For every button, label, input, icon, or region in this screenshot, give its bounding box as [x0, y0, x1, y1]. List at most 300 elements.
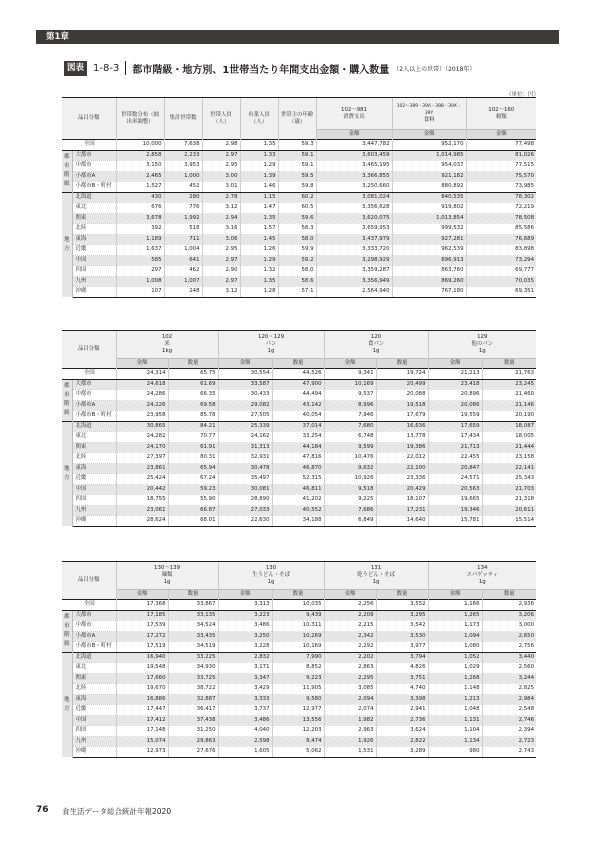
- group-unit: 1g: [267, 348, 275, 354]
- table-cell: 711: [164, 234, 202, 245]
- table-cell: 919,802: [392, 203, 466, 214]
- table-cell: 392: [116, 224, 164, 235]
- table-cell: 27,676: [168, 747, 218, 758]
- table-cell: 15,514: [482, 516, 536, 527]
- table-cell: 1,268: [428, 673, 482, 684]
- table-cell: 954,037: [392, 161, 466, 172]
- table-cell: 2,825: [482, 684, 536, 695]
- table-cell: 44,184: [272, 442, 324, 453]
- table-cell: 3,794: [376, 652, 428, 663]
- table-cell: 18,755: [116, 495, 168, 506]
- table-cell: 1,013,854: [392, 213, 466, 224]
- subheader-amount: 金額: [428, 359, 482, 369]
- figure-badge: 図表: [64, 61, 87, 76]
- table-cell: 20,563: [428, 484, 482, 495]
- table-cell: 66.35: [168, 390, 218, 401]
- table-cell: 18,005: [482, 432, 536, 443]
- unit-label: （単位：円）: [505, 92, 539, 98]
- group-code: 131: [370, 565, 382, 571]
- table-cell: 59.3: [278, 140, 316, 151]
- table-cell: 30,865: [116, 421, 168, 432]
- row-label: 北海道: [72, 192, 116, 203]
- subheader-amount: 金額: [116, 359, 168, 369]
- table-cell: 76,689: [466, 234, 536, 245]
- table-cell: 1.29: [240, 161, 278, 172]
- table-row: [62, 642, 536, 653]
- table-row: [62, 663, 536, 674]
- table-cell: 20,429: [376, 484, 428, 495]
- table-cell: 3,542: [376, 621, 428, 632]
- table-cell: 14,640: [376, 516, 428, 527]
- table-cell: 59.23: [168, 484, 218, 495]
- header-sample: 集計世帯数: [164, 98, 202, 140]
- table-cell: 1,605: [218, 747, 272, 758]
- table-cell: 23,336: [376, 474, 428, 485]
- table-cell: 2,465: [116, 171, 164, 182]
- table-cell: 52,315: [272, 474, 324, 485]
- table-cell: 3,289: [376, 747, 428, 758]
- table-row: [62, 245, 536, 256]
- table-cell: 462: [164, 266, 202, 277]
- group-unit: 1g: [372, 348, 380, 354]
- table-cell: 33,135: [168, 610, 218, 621]
- table-cell: 57.1: [278, 287, 316, 298]
- table-cell: 21,460: [482, 390, 536, 401]
- table-cell: 1.32: [240, 266, 278, 277]
- table-cell: 999,532: [392, 224, 466, 235]
- table-cell: 16,886: [116, 694, 168, 705]
- table-cell: 3,603,459: [316, 150, 392, 161]
- table-cell: 85.78: [168, 411, 218, 422]
- header-group-1: [116, 562, 218, 590]
- table-cell: 840,535: [392, 192, 466, 203]
- table-cell: 17,434: [428, 432, 482, 443]
- table-cell: 1.28: [240, 287, 278, 298]
- table-cell: 1,048: [428, 705, 482, 716]
- table-cell: 27,397: [116, 453, 168, 464]
- table-cell: 4,040: [218, 726, 272, 737]
- table-cell: 2,074: [324, 705, 376, 716]
- table-cell: 59.9: [278, 245, 316, 256]
- group-code: 120: [370, 334, 382, 340]
- table-cell: 1.35: [240, 140, 278, 151]
- table-cell: 952,170: [392, 140, 466, 151]
- table-cell: 18,087: [482, 421, 536, 432]
- row-label: 中国: [72, 484, 116, 495]
- table-cell: 3,250,660: [316, 182, 392, 193]
- header-item-category: 品目分類: [62, 331, 116, 369]
- header-item-category: 品目分類: [62, 562, 116, 600]
- table-cell: 3,333,720: [316, 245, 392, 256]
- table-cell: 2,598: [218, 736, 272, 747]
- table-cell: 1,029: [428, 663, 482, 674]
- table-cell: 1.57: [240, 224, 278, 235]
- table-cell: 767,180: [392, 287, 466, 298]
- table-cell: 17,231: [376, 505, 428, 516]
- table-cell: 24,286: [116, 390, 168, 401]
- header-group-2: [218, 331, 324, 359]
- header-earners: 有業人員（人）: [240, 98, 278, 140]
- title-divider: [125, 61, 126, 75]
- table-cell: 1,148: [428, 684, 482, 695]
- table-cell: 13,556: [272, 715, 324, 726]
- table-cell: 20,611: [482, 505, 536, 516]
- table-cell: 12,973: [116, 747, 168, 758]
- row-label: 小都市A: [72, 631, 116, 642]
- table-cell: 21,703: [482, 484, 536, 495]
- table-cell: 33,725: [168, 673, 218, 684]
- table-cell: 19,346: [428, 505, 482, 516]
- group-name: 他のパン: [471, 341, 494, 347]
- table-cell: 25,343: [482, 474, 536, 485]
- table-cell: 2,736: [376, 715, 428, 726]
- table-cell: 24,162: [218, 432, 272, 443]
- table-cell: 3,398: [376, 694, 428, 705]
- table-cell: 3,437,979: [316, 234, 392, 245]
- table-cell: 15,781: [428, 516, 482, 527]
- table-cell: 2,858: [116, 150, 164, 161]
- row-label: 四国: [72, 726, 116, 737]
- table-row: [62, 484, 536, 495]
- table-cell: 81,026: [466, 150, 536, 161]
- table-cell: 21,146: [482, 400, 536, 411]
- table-row: [62, 652, 536, 663]
- table-row: [62, 400, 536, 411]
- table-cell: 4,740: [376, 684, 428, 695]
- table-cell: 58.3: [278, 224, 316, 235]
- table-cell: 107: [116, 287, 164, 298]
- table-cell: 3,530: [376, 631, 428, 642]
- table-row: [62, 516, 536, 527]
- table-cell: 37,014: [272, 421, 324, 432]
- table-cell: 3.16: [202, 224, 240, 235]
- table-cell: 7,680: [324, 421, 376, 432]
- table-row: [62, 411, 536, 422]
- table-cell: 70,035: [466, 276, 536, 287]
- table-cell: 78,302: [466, 192, 536, 203]
- table-row: [62, 203, 536, 214]
- table-cell: 33,254: [272, 432, 324, 443]
- table-cell: 37,438: [168, 715, 218, 726]
- table-row: [62, 453, 536, 464]
- table-cell: 21,713: [428, 442, 482, 453]
- table-cell: 2,963: [324, 726, 376, 737]
- table-cell: 84.21: [168, 421, 218, 432]
- subheader-quantity: 数量: [482, 359, 536, 369]
- table-cell: 2,941: [376, 705, 428, 716]
- table-cell: 16,636: [376, 421, 428, 432]
- table-cell: 3,228: [218, 642, 272, 653]
- table-cell: 7,946: [324, 411, 376, 422]
- table-cell: 22,630: [218, 516, 272, 527]
- table-cell: 863,760: [392, 266, 466, 277]
- row-label: 全国: [62, 369, 116, 380]
- table-cell: 24,226: [116, 400, 168, 411]
- table-cell: 3,150: [116, 161, 164, 172]
- table-cell: 1.39: [240, 171, 278, 182]
- table-cell: 17,539: [116, 621, 168, 632]
- table-cell: 20,847: [428, 463, 482, 474]
- chapter-bar: [36, 30, 559, 44]
- row-label: 九州: [72, 505, 116, 516]
- figure-note: （2人以上の世帯）（2018年）: [393, 65, 476, 73]
- table-cell: 962,539: [392, 245, 466, 256]
- table-cell: 18,107: [376, 495, 428, 506]
- subheader-amount: 金額: [392, 130, 466, 140]
- header-c1-code: 102〜981: [341, 106, 367, 113]
- row-label: 大都市: [72, 379, 116, 390]
- table-cell: 29,082: [218, 400, 272, 411]
- figure-number: 1-8-3: [93, 62, 120, 74]
- subheader-amount: 金額: [324, 359, 376, 369]
- table-cell: 3,659,953: [316, 224, 392, 235]
- row-label: 東海: [72, 694, 116, 705]
- header-group-4: [428, 331, 536, 359]
- table-cell: 1.45: [240, 234, 278, 245]
- table-cell: 77,515: [466, 161, 536, 172]
- table-cell: 15,074: [116, 736, 168, 747]
- table-cell: 1,131: [428, 715, 482, 726]
- row-label: 東海: [72, 463, 116, 474]
- table-cell: 3,737: [218, 705, 272, 716]
- table-cell: 12,977: [272, 705, 324, 716]
- table-cell: 2,394: [482, 726, 536, 737]
- table-cell: 3,223: [218, 610, 272, 621]
- group-name: スパゲッティ: [466, 572, 499, 578]
- table-cell: 3,313: [218, 600, 272, 611]
- table-cell: 3,347: [218, 673, 272, 684]
- table-cell: 23,158: [482, 453, 536, 464]
- table-cell: 21,444: [482, 442, 536, 453]
- table-cell: 2,723: [482, 736, 536, 747]
- table-cell: 34,519: [168, 642, 218, 653]
- table-cell: 10,035: [272, 600, 324, 611]
- table-cell: 28,890: [218, 495, 272, 506]
- table-cell: 32,931: [218, 453, 272, 464]
- table-cell: 3,295: [376, 610, 428, 621]
- group-unit: 1g: [163, 579, 171, 585]
- table-row: [62, 432, 536, 443]
- table-cell: 2,743: [482, 747, 536, 758]
- table-cell: 28,624: [116, 516, 168, 527]
- table-row: [62, 369, 536, 380]
- table-row: [62, 234, 536, 245]
- group-code: 130〜139: [154, 565, 181, 571]
- table-row: [62, 421, 536, 432]
- table-row: [62, 505, 536, 516]
- table-household-overview: [62, 97, 536, 298]
- table-cell: 22,100: [376, 463, 428, 474]
- subheader-quantity: 数量: [272, 590, 324, 600]
- group-unit: 1g: [478, 579, 486, 585]
- header-c2: [392, 98, 466, 130]
- row-label: 小都市A: [72, 400, 116, 411]
- table-cell: 1,007: [164, 276, 202, 287]
- table-cell: 13,778: [376, 432, 428, 443]
- table-cell: 29,863: [168, 736, 218, 747]
- table-cell: 24,314: [116, 369, 168, 380]
- table-cell: 1,982: [324, 715, 376, 726]
- table-row: [62, 474, 536, 485]
- table-cell: 23,061: [116, 505, 168, 516]
- row-label: 北陸: [72, 684, 116, 695]
- table-cell: 4,826: [376, 663, 428, 674]
- table-cell: 22,141: [482, 463, 536, 474]
- table-cell: 36,417: [168, 705, 218, 716]
- table-row: [62, 495, 536, 506]
- header-c2-code: 102〜389・39A・39B・39X・39Y: [396, 104, 462, 116]
- table-cell: 1,166: [428, 600, 482, 611]
- table-cell: 6,748: [324, 432, 376, 443]
- group-unit: 1kg: [162, 348, 173, 354]
- table-cell: 23,245: [482, 379, 536, 390]
- table-cell: 1,173: [428, 621, 482, 632]
- table-cell: 1,052: [428, 652, 482, 663]
- table-cell: 65.94: [168, 463, 218, 474]
- row-label: 全国: [62, 140, 116, 151]
- table-cell: 59.6: [278, 213, 316, 224]
- table-cell: 980: [428, 747, 482, 758]
- table-cell: 27,033: [218, 505, 272, 516]
- table-cell: 2,094: [324, 694, 376, 705]
- table-cell: 1,094: [428, 631, 482, 642]
- row-label: 東北: [72, 432, 116, 443]
- table-cell: 2.97: [202, 255, 240, 266]
- table-row: [62, 442, 536, 453]
- row-label: 東海: [72, 234, 116, 245]
- table-cell: 30,478: [218, 463, 272, 474]
- table-cell: 7,990: [272, 652, 324, 663]
- table-cell: 85,586: [466, 224, 536, 235]
- table-cell: 3.12: [202, 203, 240, 214]
- table-row: [62, 673, 536, 684]
- table-cell: 1,000: [164, 171, 202, 182]
- subheader-amount: 金額: [218, 590, 272, 600]
- row-label: 小都市B・町村: [72, 182, 116, 193]
- table-cell: 9,632: [324, 463, 376, 474]
- table-cell: 19,724: [376, 369, 428, 380]
- header-members: 世帯人員（人）: [202, 98, 240, 140]
- table-cell: 3,552: [376, 600, 428, 611]
- table-cell: 59.2: [278, 255, 316, 266]
- table-cell: 58.6: [278, 276, 316, 287]
- table-cell: 518: [164, 224, 202, 235]
- table-cell: 19,548: [116, 663, 168, 674]
- table-cell: 34,524: [168, 621, 218, 632]
- header-c2-name: 食料: [423, 117, 435, 123]
- table-cell: 60.2: [278, 192, 316, 203]
- row-label: 沖縄: [72, 747, 116, 758]
- table-cell: 20,086: [428, 400, 482, 411]
- table-cell: 3,000: [482, 621, 536, 632]
- table-cell: 67.24: [168, 474, 218, 485]
- table-cell: 73,985: [466, 182, 536, 193]
- table-row: [62, 463, 536, 474]
- header-c3: [466, 98, 536, 130]
- table-cell: 16,940: [116, 652, 168, 663]
- row-label: 関東: [72, 213, 116, 224]
- subheader-quantity: 数量: [272, 359, 324, 369]
- table-cell: 2,560: [482, 663, 536, 674]
- header-group-3: [324, 331, 428, 359]
- table-cell: 9,341: [324, 369, 376, 380]
- table-cell: 2,756: [482, 642, 536, 653]
- table-cell: 44,494: [272, 390, 324, 401]
- table-cell: 17,679: [376, 411, 428, 422]
- table-cell: 55.90: [168, 495, 218, 506]
- table-cell: 2,202: [324, 652, 376, 663]
- table-row: [62, 224, 536, 235]
- table-cell: 1,014,985: [392, 150, 466, 161]
- table-cell: 3.01: [202, 182, 240, 193]
- row-label: 小都市B・町村: [72, 642, 116, 653]
- table-row: [62, 747, 536, 758]
- table-cell: 1.26: [240, 245, 278, 256]
- table-cell: 8,996: [324, 400, 376, 411]
- table-body: [62, 140, 536, 298]
- chapter-label: 第1章: [46, 32, 69, 42]
- table-cell: 2.90: [202, 266, 240, 277]
- table-cell: 3,751: [376, 673, 428, 684]
- table-cell: 23,958: [116, 411, 168, 422]
- table-row: [62, 150, 536, 161]
- table-cell: 2,209: [324, 610, 376, 621]
- row-label: 関東: [72, 673, 116, 684]
- table-row: [62, 736, 536, 747]
- table-cell: 20,442: [116, 484, 168, 495]
- table-cell: 3,171: [218, 663, 272, 674]
- table-cell: 430: [116, 192, 164, 203]
- group-code: 120・129: [258, 334, 285, 340]
- subheader-quantity: 数量: [168, 590, 218, 600]
- table-cell: 2.97: [202, 150, 240, 161]
- group-label-city: 都市階級: [62, 610, 72, 652]
- table-cell: 1,992: [164, 213, 202, 224]
- table-row: [62, 255, 536, 266]
- header-age: 世帯主の年齢（歳）: [278, 98, 316, 140]
- header-group-1: [116, 331, 218, 359]
- subheader-quantity: 数量: [376, 359, 428, 369]
- table-cell: 3,298,929: [316, 255, 392, 266]
- subheader-quantity: 数量: [482, 590, 536, 600]
- header-c1-name: 消費支出: [343, 113, 365, 120]
- table-cell: 1.15: [240, 192, 278, 203]
- table-cell: 297: [116, 266, 164, 277]
- table-cell: 33,587: [218, 379, 272, 390]
- table-cell: 2,822: [376, 736, 428, 747]
- table-cell: 24,618: [116, 379, 168, 390]
- group-label-city: 都市階級: [62, 150, 72, 192]
- table-row: [62, 715, 536, 726]
- header-group-2: [218, 562, 324, 590]
- table-cell: 641: [164, 255, 202, 266]
- table-cell: 3,953: [164, 161, 202, 172]
- table-cell: 33,435: [168, 631, 218, 642]
- table-row: [62, 390, 536, 401]
- table-cell: 23,861: [116, 463, 168, 474]
- group-unit: 1g: [267, 579, 275, 585]
- table-cell: 25,424: [116, 474, 168, 485]
- table-cell: 8,474: [272, 736, 324, 747]
- table-cell: 776: [164, 203, 202, 214]
- table-cell: 3,206: [482, 610, 536, 621]
- table-cell: 3,624: [376, 726, 428, 737]
- table-cell: 1,527: [116, 182, 164, 193]
- table-cell: 32,887: [168, 694, 218, 705]
- table-cell: 3,465,195: [316, 161, 392, 172]
- row-label: 中都市: [72, 390, 116, 401]
- group-code: 130: [265, 565, 277, 571]
